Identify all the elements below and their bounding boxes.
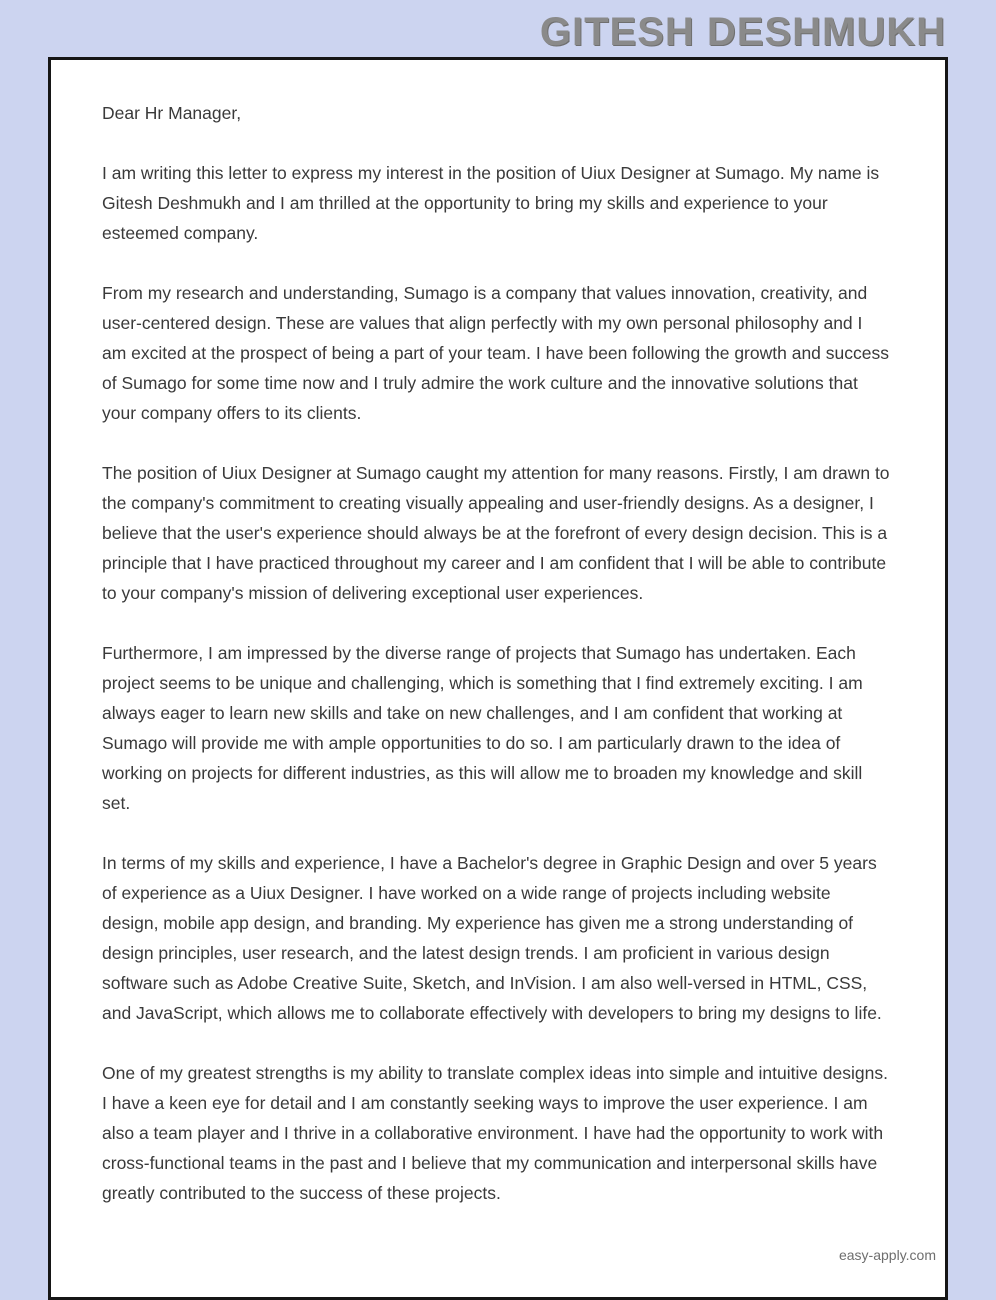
letter-paragraph: In terms of my skills and experience, I have a Bachelor's degree in Graphic Design and over 5 years of experience as a Uiux Designer. I have worked on a wide range of projects including website design, mobile app design, and branding. My experience has given me a strong understanding of design principles, user research, and the latest design trends. I am proficient in various design software such as Adobe Creative Suite, Sketch, and InVision. I am also well-versed in HTML, CSS, and JavaScript, which allows me to collaborate effectively with developers to bring my designs to life.	[102, 853, 882, 1023]
letter-paragraph: From my research and understanding, Sumago is a company that values innovation, creativity, and user-centered design. These are values that align perfectly with my own personal philosophy and I am excited at the prospect of being a part of your team. I have been following the growth and success of Sumago for some time now and I truly admire the work culture and the innovative solutions that your company offers to its clients.	[102, 283, 889, 423]
author-name: GITESH DESHMUKH	[539, 10, 946, 54]
letter-paragraph: I am writing this letter to express my interest in the position of Uiux Designer at Sumago. My name is Gitesh Deshmukh and I am thrilled at the opportunity to bring my skills and experience to your esteemed company.	[102, 163, 880, 243]
letter-paragraph: Furthermore, I am impressed by the diverse range of projects that Sumago has undertaken. Each project seems to be unique and challenging, which is something that I find extremely exciting. I am always eager to learn new skills and take on new challenges, and I am confident that working at Sumago will provide me with ample opportunities to do so. I am particularly drawn to the idea of working on projects for different industries, as this will allow me to broaden my knowledge and skill set.	[102, 643, 863, 813]
document-header	[540, 12, 946, 52]
letter-container	[48, 57, 948, 1300]
letter-body	[102, 158, 890, 1208]
letter-paragraph: One of my greatest strengths is my ability to translate complex ideas into simple and intuitive designs. I have a keen eye for detail and I am constantly seeking ways to improve the user experience. I am also a team player and I thrive in a collaborative environment. I have had the opportunity to work with cross-functional teams in the past and I believe that my communication and interpersonal skills have greatly contributed to the success of these projects.	[102, 1063, 888, 1203]
letter-paragraph: The position of Uiux Designer at Sumago caught my attention for many reasons. Firstly, I am drawn to the company's commitment to creating visually appealing and user-friendly designs. As a designer, I believe that the user's experience should always be at the forefront of every design decision. This is a principle that I have practiced throughout my career and I am confident that I will be able to contribute to your company's mission of delivering exceptional user experiences.	[102, 463, 890, 603]
salutation: Dear Hr Manager,	[102, 103, 242, 123]
watermark: easy-apply.com	[838, 1247, 936, 1263]
